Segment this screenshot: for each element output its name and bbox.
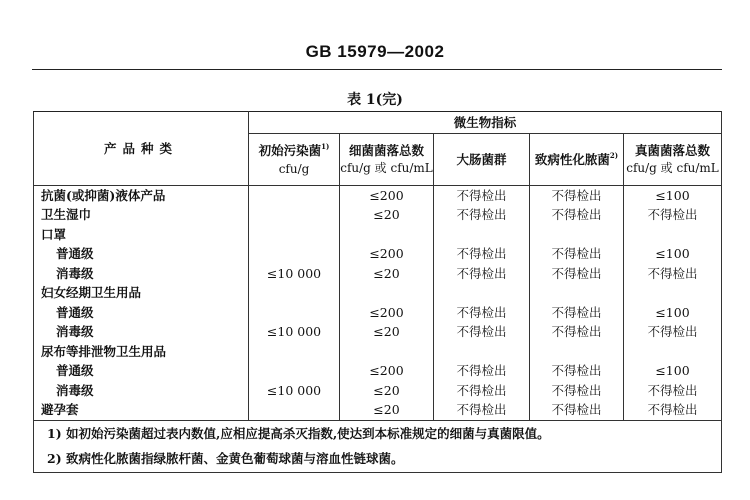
cell-value: ≤20 xyxy=(340,264,434,284)
cell-value: 不得检出 xyxy=(624,206,722,226)
cell-value: 不得检出 xyxy=(624,323,722,343)
table-row xyxy=(34,264,722,284)
table-row xyxy=(34,186,722,206)
cell-value: 不得检出 xyxy=(434,381,530,401)
footnote-1: 1) 如初始污染菌超过表内数值,应相应提高杀灭指数,使达到本标准规定的细菌与真菌限值。 xyxy=(34,421,722,447)
row-label: 避孕套 xyxy=(34,401,249,421)
cell-value: 不得检出 xyxy=(530,186,624,206)
cell-value: 不得检出 xyxy=(530,362,624,382)
column-header-fungal-colony: 真菌菌落总数 cfu/g 或 cfu/mL xyxy=(624,134,722,186)
cell-value: ≤20 xyxy=(340,381,434,401)
cell-value: ≤20 xyxy=(340,206,434,226)
table-caption: 表 1(完) xyxy=(347,92,403,108)
cell-value: 不得检出 xyxy=(530,303,624,323)
cell-value xyxy=(340,284,434,304)
cell-value xyxy=(249,225,340,245)
cell-value xyxy=(434,225,530,245)
cell-value xyxy=(434,284,530,304)
cell-value xyxy=(249,284,340,304)
footnote-2: 2) 致病性化脓菌指绿脓杆菌、金黄色葡萄球菌与溶血性链球菌。 xyxy=(34,447,722,473)
cell-value xyxy=(249,362,340,382)
column-header-coliform: 大肠菌群 xyxy=(434,134,530,186)
table-row xyxy=(34,362,722,382)
table-row xyxy=(34,342,722,362)
microbial-indicator-table xyxy=(33,111,722,473)
column-header-initial-contamination: 初始污染菌$^{1)}$ cfu/g xyxy=(249,134,340,186)
cell-value: 不得检出 xyxy=(530,245,624,265)
cell-value: 不得检出 xyxy=(434,186,530,206)
row-label: 尿布等排泄物卫生用品 xyxy=(34,342,249,362)
cell-value: 不得检出 xyxy=(434,206,530,226)
row-label: 卫生湿巾 xyxy=(34,206,249,226)
cell-value: 不得检出 xyxy=(624,264,722,284)
cell-value: ≤100 xyxy=(624,303,722,323)
cell-value: ≤10 000 xyxy=(249,264,340,284)
cell-value: 不得检出 xyxy=(434,362,530,382)
table-row xyxy=(34,303,722,323)
cell-value xyxy=(340,225,434,245)
table-row xyxy=(34,401,722,421)
cell-value: 不得检出 xyxy=(434,323,530,343)
cell-value xyxy=(249,245,340,265)
cell-value: 不得检出 xyxy=(624,401,722,421)
cell-value xyxy=(624,284,722,304)
row-label: 普通级 xyxy=(34,245,249,265)
cell-value: ≤100 xyxy=(624,362,722,382)
column-header-bacterial-colony: 细菌菌落总数 cfu/g 或 cfu/mL xyxy=(340,134,434,186)
row-label: 妇女经期卫生用品 xyxy=(34,284,249,304)
cell-value: ≤200 xyxy=(340,362,434,382)
category-header: 产品种类 xyxy=(34,112,249,186)
cell-value: 不得检出 xyxy=(530,264,624,284)
cell-value xyxy=(530,284,624,304)
cell-value xyxy=(624,342,722,362)
cell-value xyxy=(249,186,340,206)
row-label: 消毒级 xyxy=(34,381,249,401)
cell-value xyxy=(249,206,340,226)
column-header-pathogenic-pyogenic: 致病性化脓菌$^{2)}$ xyxy=(530,134,624,186)
table-row xyxy=(34,206,722,226)
row-label: 消毒级 xyxy=(34,323,249,343)
header-rule xyxy=(32,69,722,70)
table-row xyxy=(34,245,722,265)
cell-value: ≤100 xyxy=(624,186,722,206)
cell-value: 不得检出 xyxy=(434,303,530,323)
cell-value xyxy=(530,342,624,362)
row-label: 抗菌(或抑菌)液体产品 xyxy=(34,186,249,206)
cell-value: ≤20 xyxy=(340,323,434,343)
cell-value: ≤200 xyxy=(340,245,434,265)
cell-value xyxy=(624,225,722,245)
cell-value: 不得检出 xyxy=(434,264,530,284)
cell-value: 不得检出 xyxy=(434,401,530,421)
cell-value xyxy=(434,342,530,362)
cell-value xyxy=(530,225,624,245)
table-row xyxy=(34,323,722,343)
table-row xyxy=(34,225,722,245)
cell-value: 不得检出 xyxy=(530,381,624,401)
cell-value xyxy=(249,401,340,421)
cell-value: ≤200 xyxy=(340,303,434,323)
cell-value xyxy=(249,303,340,323)
cell-value: ≤20 xyxy=(340,401,434,421)
row-label: 普通级 xyxy=(34,362,249,382)
table-row xyxy=(34,284,722,304)
cell-value xyxy=(340,342,434,362)
group-header: 微生物指标 xyxy=(249,112,722,134)
row-label: 普通级 xyxy=(34,303,249,323)
table-row xyxy=(34,381,722,401)
row-label: 消毒级 xyxy=(34,264,249,284)
cell-value: 不得检出 xyxy=(624,381,722,401)
cell-value: 不得检出 xyxy=(530,323,624,343)
cell-value: ≤10 000 xyxy=(249,323,340,343)
cell-value: 不得检出 xyxy=(530,401,624,421)
row-label: 口罩 xyxy=(34,225,249,245)
cell-value: 不得检出 xyxy=(434,245,530,265)
cell-value: 不得检出 xyxy=(530,206,624,226)
cell-value: ≤10 000 xyxy=(249,381,340,401)
cell-value: ≤200 xyxy=(340,186,434,206)
standard-code: GB 15979—2002 xyxy=(305,42,445,61)
cell-value xyxy=(249,342,340,362)
cell-value: ≤100 xyxy=(624,245,722,265)
